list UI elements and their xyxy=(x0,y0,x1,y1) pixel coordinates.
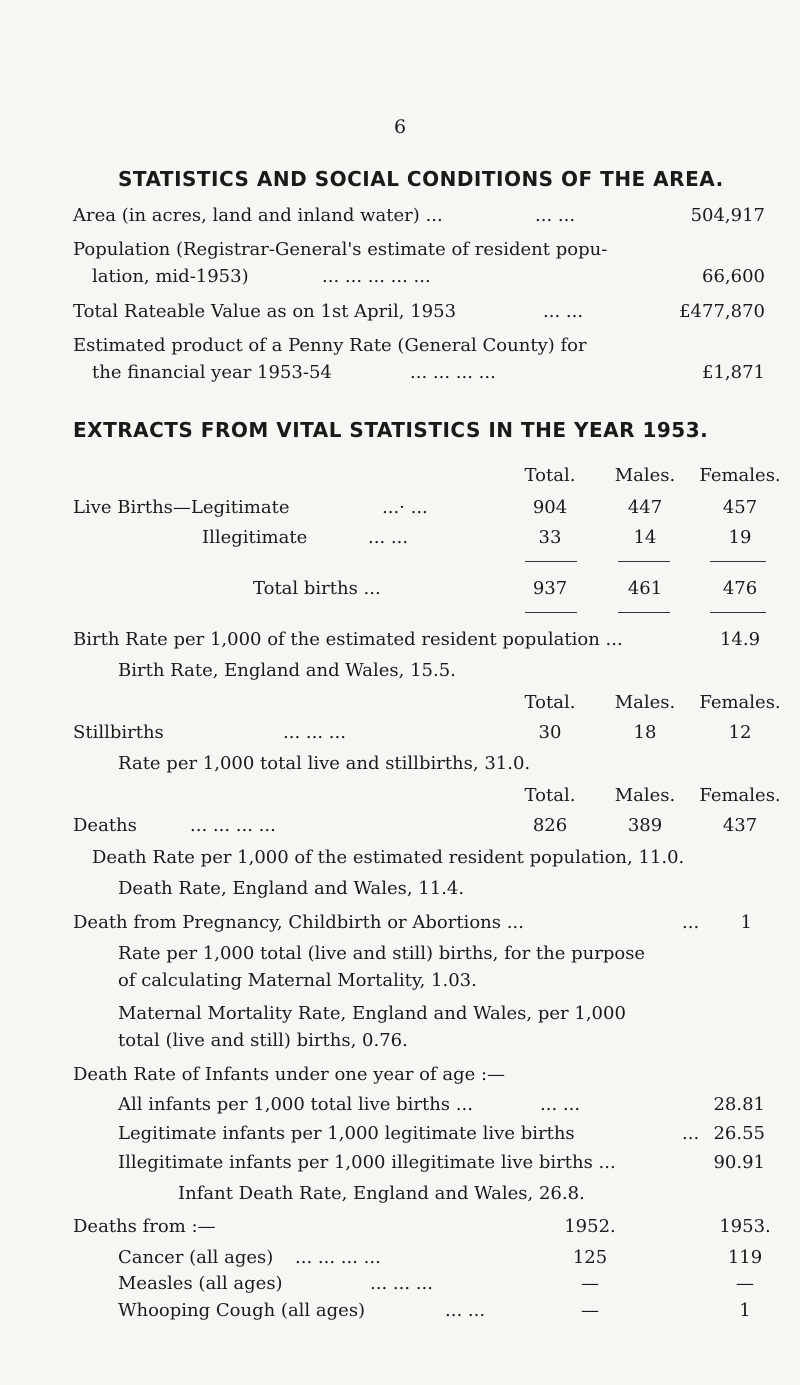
total-births-females: 476 xyxy=(722,578,758,599)
deaths-total: 826 xyxy=(532,815,568,836)
year-1953-header: 1953. xyxy=(719,1216,771,1237)
penny-rate-dots: ... ... ... ... xyxy=(410,362,496,383)
sum-rule-females-bottom xyxy=(710,612,766,613)
population-dots: ... ... ... ... ... xyxy=(322,266,431,287)
sum-rule-males-top xyxy=(618,561,670,562)
cause-value-1952: — xyxy=(581,1273,599,1294)
cause-value-1952: 125 xyxy=(572,1247,608,1268)
stillbirths-total: 30 xyxy=(538,722,562,743)
area-dots: ... ... xyxy=(535,205,576,226)
page-number: 6 xyxy=(393,116,407,138)
deaths-females: 437 xyxy=(722,815,758,836)
deaths-males: 389 xyxy=(627,815,663,836)
deaths-header-total: Total. xyxy=(524,785,576,806)
sum-rule-females-top xyxy=(710,561,766,562)
sum-rule-total-top xyxy=(525,561,577,562)
maternal-ew-line-1: Maternal Mortality Rate, England and Wales, per 1,000 xyxy=(118,1003,626,1024)
cause-value-1953: 119 xyxy=(727,1247,763,1268)
deaths-header-males: Males. xyxy=(614,785,676,806)
stillbirths-females: 12 xyxy=(728,722,752,743)
stillbirths-header-males: Males. xyxy=(614,692,676,713)
stillbirths-header-females: Females. xyxy=(699,692,781,713)
infant-all-label: All infants per 1,000 total live births ... xyxy=(118,1094,473,1115)
cause-dots: ... ... ... xyxy=(370,1273,433,1294)
infant-legitimate-dots: ... xyxy=(682,1123,700,1144)
infant-all-value: 28.81 xyxy=(713,1094,765,1115)
penny-rate-value: £1,871 xyxy=(702,362,765,383)
live-births-legitimate-label: Live Births—Legitimate xyxy=(73,497,290,518)
maternal-deaths-label: Death from Pregnancy, Childbirth or Abortions ... xyxy=(73,912,524,933)
maternal-rate-line-2: of calculating Maternal Mortality, 1.03. xyxy=(118,970,477,991)
death-rate: Death Rate per 1,000 of the estimated resident population, 11.0. xyxy=(92,847,685,868)
header-males: Males. xyxy=(614,465,676,486)
illegitimate-total: 33 xyxy=(538,527,562,548)
infant-all-dots: ... ... xyxy=(540,1094,581,1115)
header-females: Females. xyxy=(699,465,781,486)
illegitimate-males: 14 xyxy=(633,527,657,548)
cause-value-1952: — xyxy=(581,1300,599,1321)
birth-rate-value: 14.9 xyxy=(719,629,761,650)
legitimate-females: 457 xyxy=(722,497,758,518)
maternal-deaths-dots: ... xyxy=(682,912,700,933)
legitimate-dots: ...· ... xyxy=(382,497,428,518)
death-rate-england-wales: Death Rate, England and Wales, 11.4. xyxy=(118,878,465,899)
deaths-header-females: Females. xyxy=(699,785,781,806)
stillbirths-rate: Rate per 1,000 total live and stillbirths, 31.0. xyxy=(118,753,531,774)
birth-rate-label: Birth Rate per 1,000 of the estimated resident population ... xyxy=(73,629,623,650)
cause-label: Whooping Cough (all ages) xyxy=(118,1300,366,1321)
infant-illegitimate-label: Illegitimate infants per 1,000 illegitimate live births ... xyxy=(118,1152,616,1173)
stillbirths-header-total: Total. xyxy=(524,692,576,713)
illegitimate-dots: ... ... xyxy=(368,527,409,548)
deaths-dots: ... ... ... ... xyxy=(190,815,276,836)
maternal-deaths-value: 1 xyxy=(740,912,752,933)
maternal-rate-line-1: Rate per 1,000 total (live and still) births, for the purpose xyxy=(118,943,646,964)
stillbirths-dots: ... ... ... xyxy=(283,722,346,743)
deaths-label: Deaths xyxy=(73,815,137,836)
legitimate-males: 447 xyxy=(627,497,663,518)
area-label: Area (in acres, land and inland water) ... xyxy=(73,205,443,226)
cause-value-1953: 1 xyxy=(739,1300,751,1321)
deaths-from-label: Deaths from :— xyxy=(73,1216,216,1237)
year-1952-header: 1952. xyxy=(564,1216,616,1237)
total-births-label: Total births ... xyxy=(253,578,381,599)
stillbirths-males: 18 xyxy=(633,722,657,743)
legitimate-total: 904 xyxy=(532,497,568,518)
section-title-statistics: STATISTICS AND SOCIAL CONDITIONS OF THE AREA. xyxy=(118,167,724,191)
cause-dots: ... ... ... ... xyxy=(295,1247,381,1268)
infant-legitimate-value: 26.55 xyxy=(713,1123,765,1144)
stillbirths-label: Stillbirths xyxy=(73,722,164,743)
penny-rate-line-2: the financial year 1953-54 xyxy=(92,362,332,383)
sum-rule-total-bottom xyxy=(525,612,577,613)
total-births-males: 461 xyxy=(627,578,663,599)
penny-rate-line-1: Estimated product of a Penny Rate (General County) for xyxy=(73,335,587,356)
sum-rule-males-bottom xyxy=(618,612,670,613)
infant-death-heading: Death Rate of Infants under one year of age :— xyxy=(73,1064,506,1085)
header-total: Total. xyxy=(524,465,576,486)
population-line-2: lation, mid-1953) xyxy=(92,266,249,287)
infant-illegitimate-value: 90.91 xyxy=(713,1152,765,1173)
maternal-ew-line-2: total (live and still) births, 0.76. xyxy=(118,1030,408,1051)
illegitimate-females: 19 xyxy=(728,527,752,548)
total-births-total: 937 xyxy=(532,578,568,599)
illegitimate-label: Illegitimate xyxy=(202,527,308,548)
birth-rate-england-wales: Birth Rate, England and Wales, 15.5. xyxy=(118,660,456,681)
infant-rate-england-wales: Infant Death Rate, England and Wales, 26.8. xyxy=(178,1183,585,1204)
cause-dots: ... ... xyxy=(445,1300,486,1321)
area-value: 504,917 xyxy=(690,205,765,226)
population-value: 66,600 xyxy=(702,266,765,287)
section-title-vital-statistics: EXTRACTS FROM VITAL STATISTICS IN THE YEAR 1953. xyxy=(73,418,709,442)
rateable-dots: ... ... xyxy=(543,301,584,322)
infant-legitimate-label: Legitimate infants per 1,000 legitimate live births xyxy=(118,1123,575,1144)
rateable-value: £477,870 xyxy=(679,301,765,322)
rateable-label: Total Rateable Value as on 1st April, 1953 xyxy=(73,301,457,322)
cause-label: Measles (all ages) xyxy=(118,1273,283,1294)
cause-label: Cancer (all ages) xyxy=(118,1247,274,1268)
cause-value-1953: — xyxy=(736,1273,754,1294)
population-line-1: Population (Registrar-General's estimate of resident popu- xyxy=(73,239,608,260)
